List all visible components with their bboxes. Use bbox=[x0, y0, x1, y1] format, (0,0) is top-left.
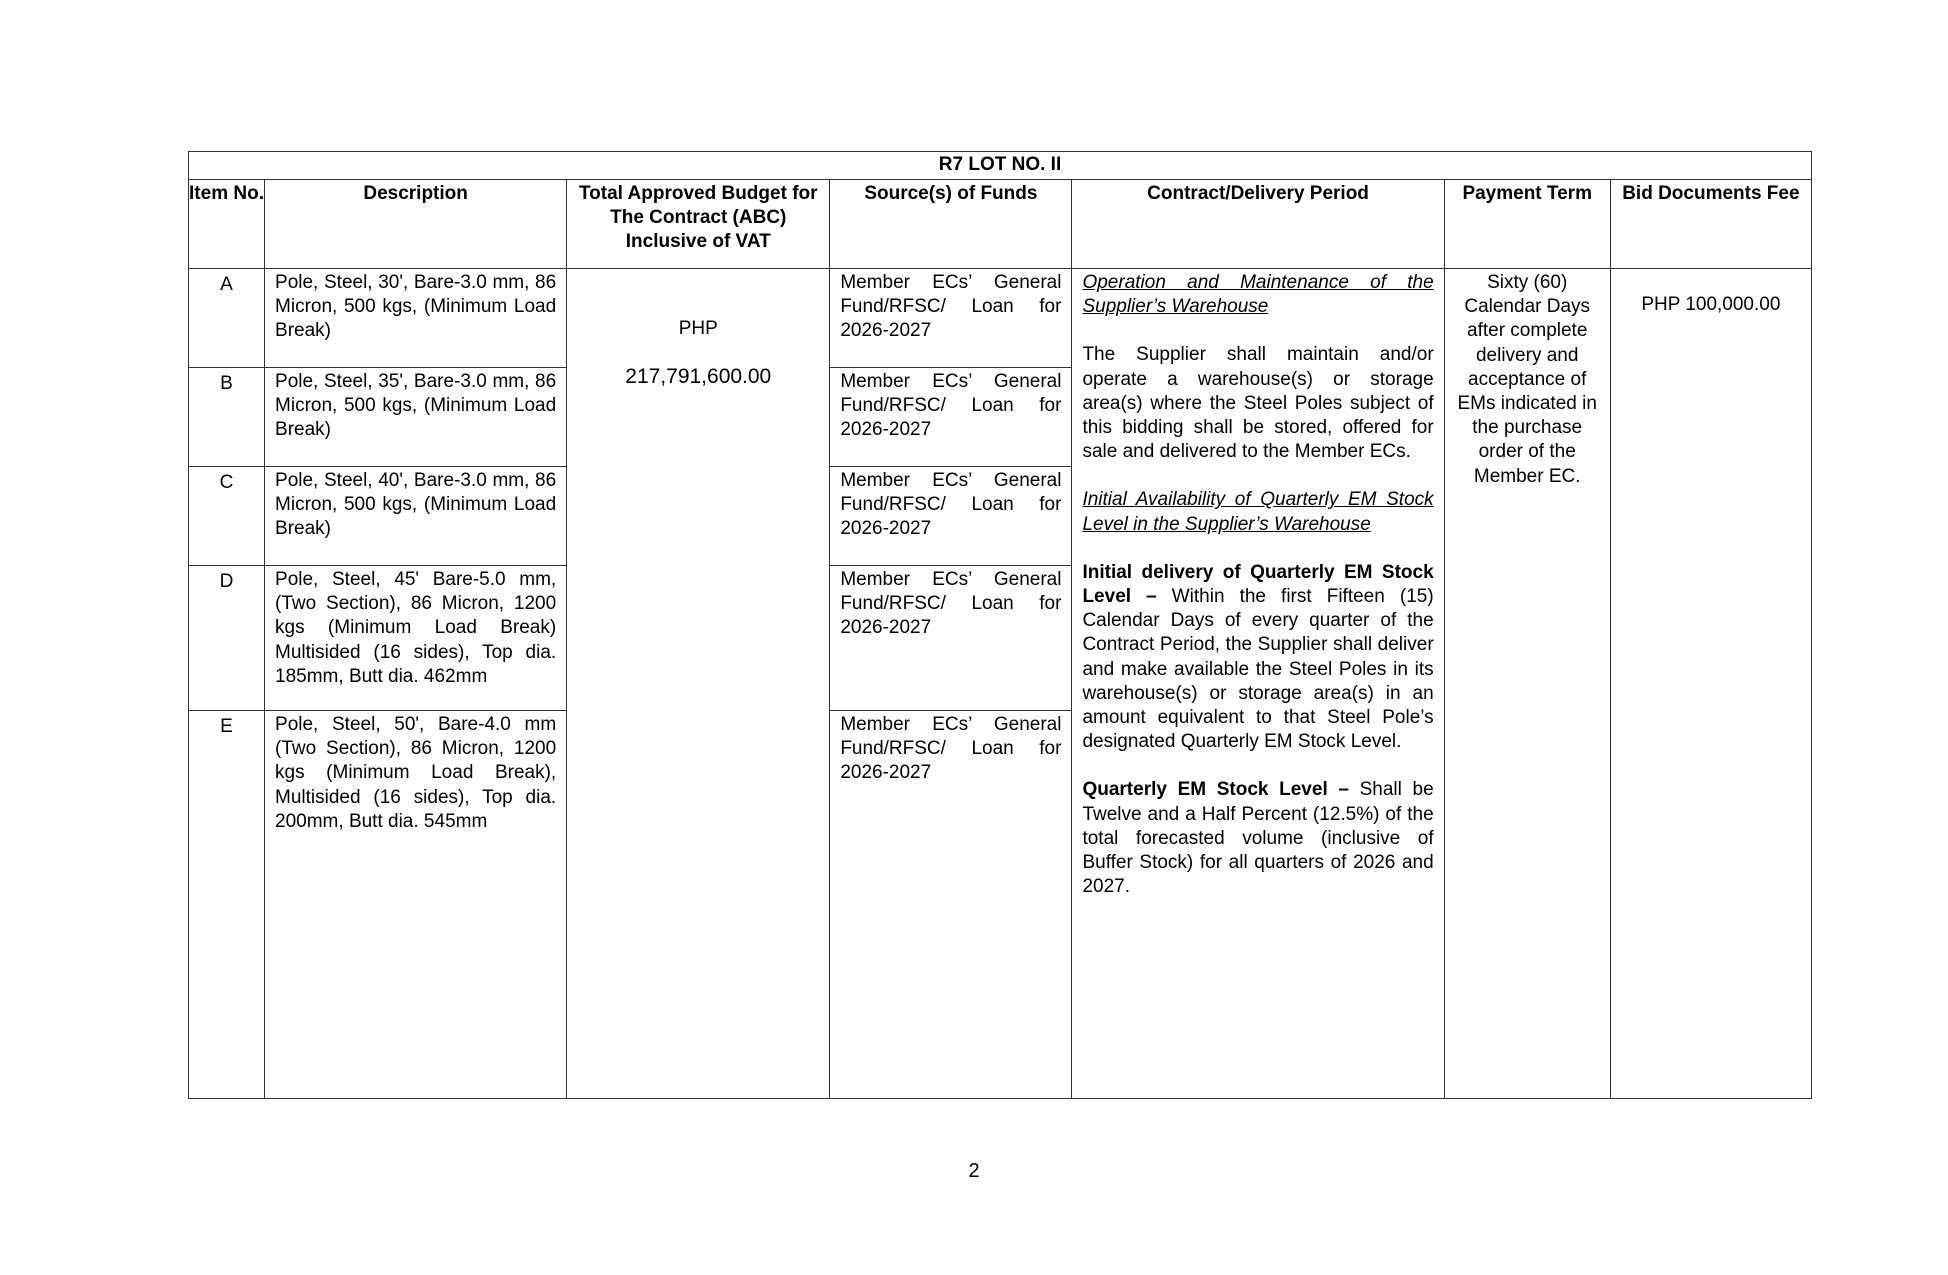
contract-paragraph-initial-delivery: Initial delivery of Quarterly EM Stock Level – Within the first Fifteen (15) Calendar Days of every quarter of the Contract Period, the Supplier shall deliver and make available the Steel Poles in its warehouse(s) or storage area(s) in an amount equivalent to that Steel Pole’s designated Quarterly EM Stock Level. bbox=[1082, 561, 1434, 753]
item-description: Pole, Steel, 30', Bare-3.0 mm, 86 Micron, 500 kgs, (Minimum Load Break) bbox=[265, 269, 567, 368]
item-description: Pole, Steel, 40', Bare-3.0 mm, 86 Micron, 500 kgs, (Minimum Load Break) bbox=[265, 467, 567, 566]
item-source: Member ECs’ General Fund/RFSC/ Loan for 2026-2027 bbox=[830, 269, 1072, 368]
contract-heading-availability: Initial Availability of Quarterly EM Stock Level in the Supplier’s Warehouse bbox=[1082, 489, 1434, 535]
item-source: Member ECs’ General Fund/RFSC/ Loan for 2026-2027 bbox=[830, 711, 1072, 1099]
item-no: E bbox=[189, 711, 265, 1099]
item-description: Pole, Steel, 50', Bare-4.0 mm (Two Section), 86 Micron, 1200 kgs (Minimum Load Break), Multisided (16 sides), Top dia. 200mm, Butt dia. 545mm bbox=[265, 711, 567, 1099]
contract-heading-warehouse: Operation and Maintenance of the Supplier’s Warehouse bbox=[1082, 272, 1434, 318]
header-abc: Total Approved Budget for The Contract (ABC) Inclusive of VAT bbox=[567, 180, 830, 269]
header-fee: Bid Documents Fee bbox=[1610, 180, 1811, 269]
item-source: Member ECs’ General Fund/RFSC/ Loan for 2026-2027 bbox=[830, 467, 1072, 566]
item-source: Member ECs’ General Fund/RFSC/ Loan for 2026-2027 bbox=[830, 566, 1072, 711]
item-no: A bbox=[189, 269, 265, 368]
header-description: Description bbox=[265, 180, 567, 269]
item-description: Pole, Steel, 45' Bare-5.0 mm, (Two Section), 86 Micron, 1200 kgs (Minimum Load Break) Multisided (16 sides), Top dia. 185mm, Butt dia. 462mm bbox=[265, 566, 567, 711]
contract-paragraph-warehouse: The Supplier shall maintain and/or operate a warehouse(s) or storage area(s) where the Steel Poles subject of this bidding shall be stored, offered for sale and delivered to the Member ECs. bbox=[1082, 344, 1434, 463]
header-contract: Contract/Delivery Period bbox=[1072, 180, 1444, 269]
contract-period-cell bbox=[1072, 269, 1444, 1099]
item-description: Pole, Steel, 35', Bare-3.0 mm, 86 Micron, 500 kgs, (Minimum Load Break) bbox=[265, 368, 567, 467]
payment-term-cell: Sixty (60) Calendar Days after complete delivery and acceptance of EMs indicated in the purchase order of the Member EC. bbox=[1444, 269, 1610, 1099]
item-no: B bbox=[189, 368, 265, 467]
bid-fee-cell: PHP 100,000.00 bbox=[1610, 269, 1811, 1099]
abc-value: 217,791,600.00 bbox=[625, 365, 772, 389]
item-source: Member ECs’ General Fund/RFSC/ Loan for 2026-2027 bbox=[830, 368, 1072, 467]
abc-cell bbox=[567, 269, 830, 1099]
header-item-no: Item No. bbox=[189, 180, 265, 269]
lot-title: R7 LOT NO. II bbox=[189, 152, 1812, 180]
lot-table bbox=[188, 151, 1812, 1099]
table-row bbox=[189, 269, 1812, 368]
page-number: 2 bbox=[968, 1160, 980, 1182]
header-payment: Payment Term bbox=[1444, 180, 1610, 269]
header-source: Source(s) of Funds bbox=[830, 180, 1072, 269]
header-row bbox=[189, 180, 1812, 269]
abc-prefix: PHP bbox=[678, 318, 718, 339]
item-no: D bbox=[189, 566, 265, 711]
item-no: C bbox=[189, 467, 265, 566]
contract-paragraph-stock-level: Quarterly EM Stock Level – Shall be Twelve and a Half Percent (12.5%) of the total forecasted volume (inclusive of Buffer Stock) for all quarters of 2026 and 2027. bbox=[1082, 779, 1434, 898]
